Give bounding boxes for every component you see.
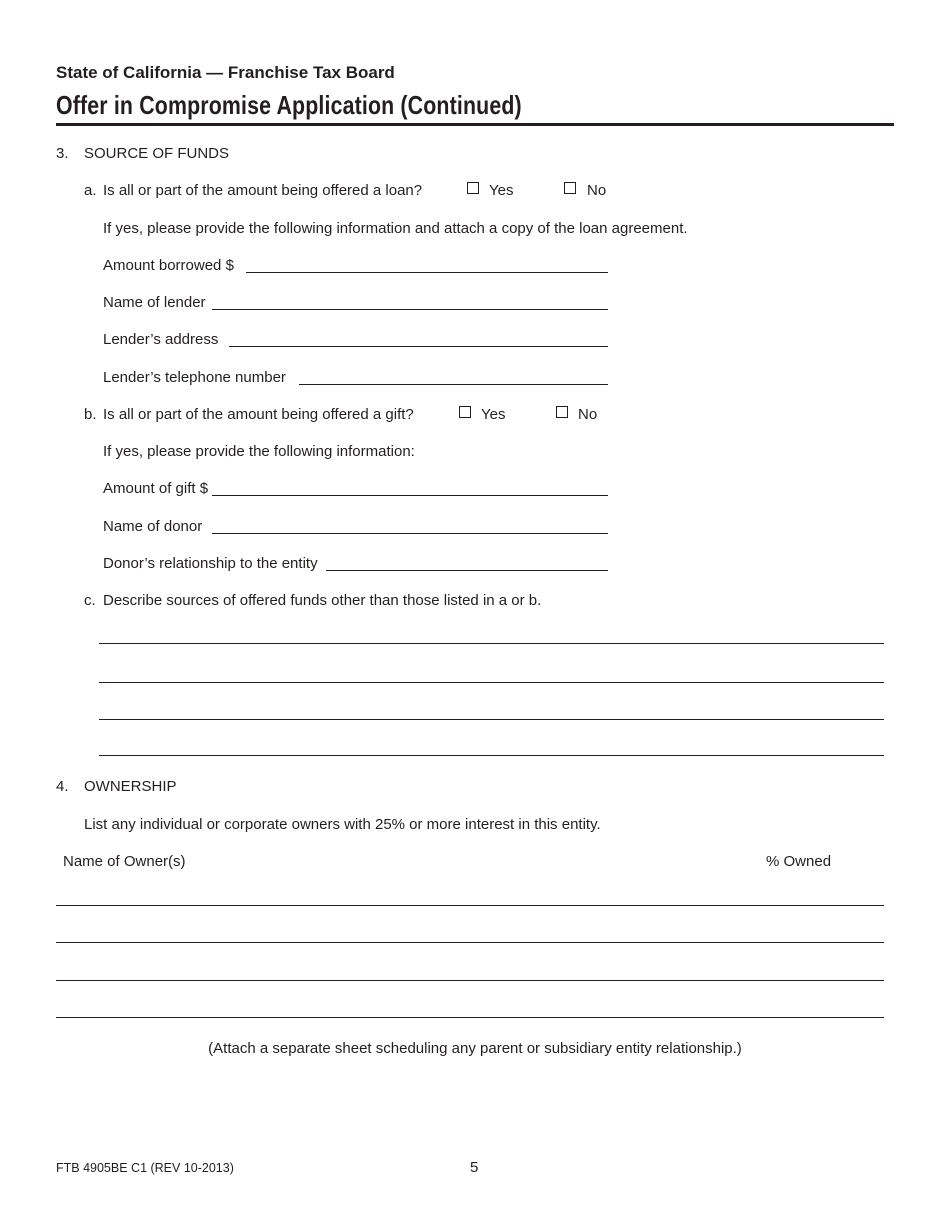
agency-name: State of California — Franchise Tax Board xyxy=(56,63,395,82)
donor-relationship-field[interactable] xyxy=(326,570,608,571)
loan-yes-checkbox[interactable] xyxy=(467,182,479,194)
lender-phone-label: Lender’s telephone number xyxy=(103,369,286,386)
section3-heading: SOURCE OF FUNDS xyxy=(84,145,230,162)
lender-name-label: Name of lender xyxy=(103,294,206,311)
ownership-instruction: List any individual or corporate owners with 25% or more interest in this entity. xyxy=(84,816,601,833)
gift-yes-label: Yes xyxy=(481,406,506,423)
lender-address-label: Lender’s address xyxy=(103,331,219,348)
attach-sheet-note: (Attach a separate sheet scheduling any parent or subsidiary entity relationship.) xyxy=(208,1040,742,1057)
donor-name-field[interactable] xyxy=(212,533,608,534)
other-sources-line[interactable] xyxy=(99,682,884,683)
form-id: FTB 4905BE C1 (REV 10-2013) xyxy=(56,1161,234,1175)
percent-owned-column-header: % Owned xyxy=(766,853,832,870)
loan-no-label: No xyxy=(587,182,607,199)
gift-question: Is all or part of the amount being offered a gift? xyxy=(103,406,414,423)
page-number: 5 xyxy=(470,1159,479,1176)
donor-name-label: Name of donor xyxy=(103,518,203,535)
header-rule xyxy=(56,123,894,126)
other-sources-question: Describe sources of offered funds other than those listed in a or b. xyxy=(103,592,542,609)
loan-question: Is all or part of the amount being offered a loan? xyxy=(103,182,423,199)
item-c-letter: c. xyxy=(84,592,96,609)
section3-number: 3. xyxy=(56,145,69,162)
amount-gift-label: Amount of gift $ xyxy=(103,480,209,497)
lender-address-field[interactable] xyxy=(229,346,608,347)
item-a-letter: a. xyxy=(84,182,97,199)
other-sources-line[interactable] xyxy=(99,755,884,756)
item-b-letter: b. xyxy=(84,406,97,423)
lender-phone-field[interactable] xyxy=(299,384,608,385)
lender-name-field[interactable] xyxy=(212,309,608,310)
donor-relationship-label: Donor’s relationship to the entity xyxy=(103,555,318,572)
gift-no-label: No xyxy=(578,406,598,423)
gift-no-checkbox[interactable] xyxy=(556,406,568,418)
owner-row-line[interactable] xyxy=(56,942,884,943)
section4-number: 4. xyxy=(56,778,69,795)
other-sources-line[interactable] xyxy=(99,719,884,720)
form-title: Offer in Compromise Application (Continued) xyxy=(56,90,522,120)
owner-row-line[interactable] xyxy=(56,905,884,906)
loan-yes-label: Yes xyxy=(489,182,514,199)
owner-name-column-header: Name of Owner(s) xyxy=(63,853,186,870)
section4-heading: OWNERSHIP xyxy=(84,778,177,795)
gift-instruction: If yes, please provide the following information: xyxy=(103,443,415,460)
owner-row-line[interactable] xyxy=(56,1017,884,1018)
gift-yes-checkbox[interactable] xyxy=(459,406,471,418)
other-sources-line[interactable] xyxy=(99,643,884,644)
loan-no-checkbox[interactable] xyxy=(564,182,576,194)
loan-instruction: If yes, please provide the following information and attach a copy of the loan agreement. xyxy=(103,220,688,237)
amount-borrowed-field[interactable] xyxy=(246,272,608,273)
amount-borrowed-label: Amount borrowed $ xyxy=(103,257,234,274)
amount-gift-field[interactable] xyxy=(212,495,608,496)
owner-row-line[interactable] xyxy=(56,980,884,981)
